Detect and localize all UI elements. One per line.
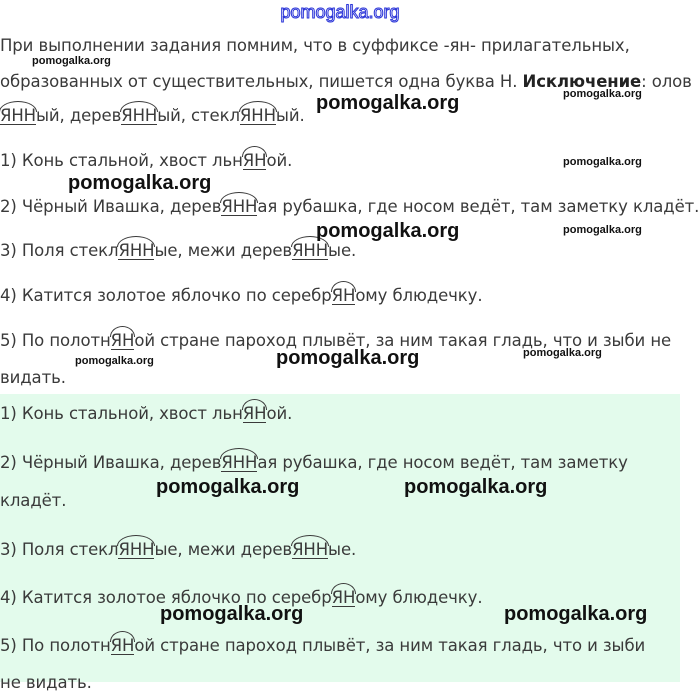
watermark: pomogalka.org [276,347,420,369]
answer-line-5: 4) Катится золотое яблочко по серебрЯНому блюдечку. [0,588,483,607]
task-line-1: 1) Конь стальной, хвост льнЯНой. [0,151,293,170]
suffix-mark: ЯН [110,331,135,350]
task-line-2: 2) Чёрный Ивашка, деревЯННая рубашка, где носом ведёт, там заметку кладёт. [0,197,699,216]
task-line-4: 4) Катится золотое яблочко по серебрЯНому блюдечку. [0,286,483,305]
suffix-mark: ЯНН [292,241,329,260]
intro-line-2: образованных от существительных, пишется одна буква Н. Исключение: олов [0,72,692,91]
suffix-mark: ЯНН [221,453,258,472]
task-line-3: 3) Поля стеклЯННые, межи деревЯННые. [0,241,357,260]
watermark: pomogalka.org [68,172,212,194]
answer-line-7: не видать. [0,673,92,692]
task-line-6: видать. [0,368,66,387]
suffix-mark: ЯНН [239,106,276,125]
watermark: pomogalka.org [316,220,460,242]
watermark: pomogalka.org [156,476,300,498]
suffix-mark: ЯН [331,588,356,607]
task-line-5: 5) По полотнЯНой стране пароход плывёт, за ним такая гладь, что и зыби не [0,331,672,350]
suffix-mark: ЯН [331,286,356,305]
suffix-mark: ЯНН [118,241,155,260]
watermark: pomogalka.org [32,55,111,67]
suffix-mark: ЯНН [118,540,155,559]
intro-line-1: При выполнении задания помним, что в суффиксе -ян- прилагательных, [0,36,630,55]
suffix-mark: ЯН [242,151,267,170]
watermark: pomogalka.org [75,355,154,367]
watermark: pomogalka.org [563,156,642,168]
answer-line-4: 3) Поля стеклЯННые, межи деревЯННые. [0,540,357,559]
watermark: pomogalka.org [523,347,602,359]
answer-line-3: кладёт. [0,491,67,510]
watermark: pomogalka.org [316,92,460,114]
suffix-mark: ЯНН [292,540,329,559]
suffix-mark: ЯН [110,636,135,655]
watermark: pomogalka.org [563,88,642,100]
site-header-link[interactable]: pomogalka.org [280,2,400,22]
watermark: pomogalka.org [504,603,648,625]
suffix-mark: ЯНН [221,197,258,216]
suffix-mark: ЯНН [121,106,158,125]
exception-label: Исключение [522,72,642,91]
answer-line-6: 5) По полотнЯНой стране пароход плывёт, за ним такая гладь, что и зыби [0,636,646,655]
watermark: pomogalka.org [160,603,304,625]
intro-line-3: ЯННый, деревЯННый, стеклЯННый. [0,106,305,125]
watermark: pomogalka.org [404,476,548,498]
suffix-mark: ЯНН [0,106,36,125]
answer-line-2: 2) Чёрный Ивашка, деревЯННая рубашка, где носом ведёт, там заметку [0,453,628,472]
suffix-mark: ЯН [242,404,267,423]
answer-line-1: 1) Конь стальной, хвост льнЯНой. [0,404,293,423]
watermark: pomogalka.org [563,224,642,236]
